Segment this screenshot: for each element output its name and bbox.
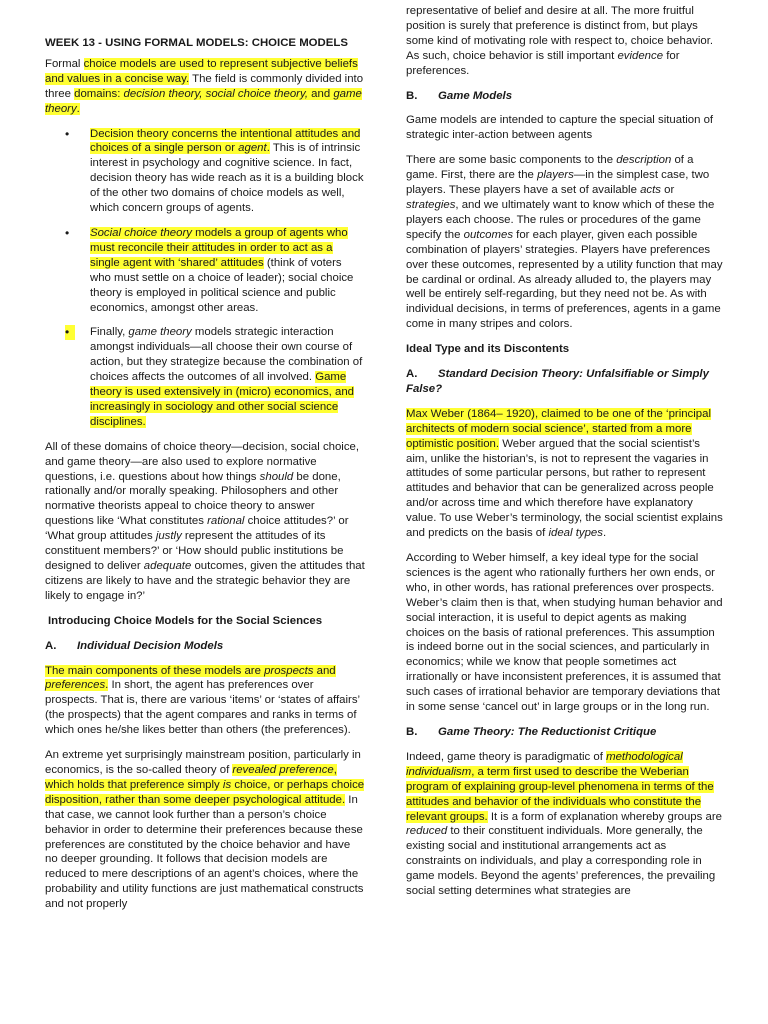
text: There are some basic components to the [406, 154, 617, 167]
subsection-label: A. [45, 639, 57, 652]
domain-list [45, 127, 365, 430]
text: , which holds that preference simply [45, 763, 337, 791]
em: rational [207, 515, 245, 528]
text: The main components of these models are [45, 664, 265, 677]
list-item-text: concerns the intentional attitudes and choices of a single person or [90, 127, 361, 155]
intro-highlight: . [76, 102, 80, 115]
list-item [45, 127, 365, 216]
intro-em: decision theory, social choice theory, [123, 87, 308, 100]
text: , and we ultimately want to know which of these the players each choose. The rules or procedures of the game specify the [406, 198, 715, 241]
list-item-text: This is of intrinsic interest in psychology and cognitive science. In fact, decision theory has wide reach as it is a building block of the other two domains of choice models as well, which concern groups of agents. [90, 142, 364, 215]
em: methodological individualism [406, 750, 683, 778]
list-item-text: models a group of agents who must reconcile their attitudes in order to act as a single agent with ‘shared’ attitudes [90, 226, 348, 269]
em: revealed preference [232, 763, 334, 776]
subsection-heading [406, 89, 724, 104]
list-item-text: models strategic interaction amongst individuals—all choose their own course of action, but they strategize because the combination of choices affects the outcomes of all involved. [90, 326, 363, 384]
subsection-heading [406, 367, 724, 397]
subsection-title: Game Models [438, 89, 513, 102]
em: description [616, 154, 672, 167]
subsection-heading [45, 639, 365, 654]
subsection-title: Standard Decision Theory: Unfalsifiable or Simply False? [406, 368, 709, 395]
subsection-title: Game Theory: The Reductionist Critique [438, 725, 657, 738]
intro-highlight: choice models are used to represent subjective beliefs and values in a concise way. [45, 57, 358, 85]
text: In that case, we cannot look further than a person’s choice behavior in order to determine their preferences because these preferences are constituted by the choice behavior and have no deeper grounding. It follows that decision models are reduced to mere descriptions of an agent’s choices, where the probability and utility functions are just mathematical constructs and not properly [45, 793, 364, 911]
em: justly [155, 530, 182, 543]
list-item-text: . [266, 142, 270, 155]
text: It is a form of explanation whereby groups are [487, 810, 722, 823]
em: acts [640, 184, 661, 197]
revealed-preference-paragraph [45, 748, 365, 912]
individualism-paragraph [406, 750, 724, 899]
text: for each player, given each possible combination of players’ strategies. Players have preferences over these outcomes, represented by a utility function that may be cardinal or ordinal. As already alluded to, the players may well be entirely self-regarding, but they need not be. As with individual decisions, in terms of preferences, agents in a game come in many stripes and colors. [406, 228, 723, 331]
game-components-paragraph [406, 153, 724, 332]
list-item-text: Finally, [90, 326, 129, 339]
em: preferences [45, 679, 106, 692]
subsection-heading [406, 725, 724, 740]
text: for preferences. [406, 49, 680, 77]
text: . [105, 679, 109, 692]
highlight: Max Weber (1864– 1920), claimed to be one of the ‘principal architects of modern social science’, started from a more optimistic position. [406, 407, 711, 450]
text: outcomes, given the attitudes that citizens are likely to have and the strategic behavior they are likely to engage in?’ [45, 560, 365, 602]
em: outcomes [463, 228, 514, 241]
list-item-label: Decision theory [90, 127, 169, 140]
left-column [45, 36, 365, 922]
text: In short, the agent has preferences over prospects. That is, there are various ‘items’ or ‘states of affairs’ (the prospects) that the agent compares and ranks in terms of which ones he/she likes better than others (the preferences). [45, 679, 360, 737]
text: All of these domains of choice theory—decision, social choice, and game theory—are also used to explore normative questions, i.e. questions about how things [45, 440, 360, 483]
text: choice attitudes?’ or ‘What group attitudes [45, 515, 349, 543]
em: evidence [617, 49, 664, 62]
text: . [602, 527, 607, 540]
text: of a game. First, there are the [406, 154, 694, 182]
weber-paragraph [406, 407, 724, 541]
intro-em: game theory [45, 87, 362, 115]
text: be done, rationally and/or morally speaking. Philosophers and other normative theorists appeal to choice theory to answer questions like ‘What constitutes [45, 470, 341, 528]
text: Weber argued that the social scientist’s aim, unlike the historian’s, is not to represent the vagaries in attitudes of some particular persons, but rather to represent attitudes and behavior that can be generalized across people and/or across time and which therefore have explanatory value. To use Weber’s terminology, the social scientist explains and predicts on the basis of [406, 437, 723, 540]
text: , a term first used to describe the Weberian program of explaining group-level phenomena in terms of the attitudes and behavior of the individuals who constitute the relevant groups. [406, 765, 714, 823]
list-item [45, 226, 365, 315]
intro-paragraph [45, 57, 365, 117]
em: should [259, 470, 294, 483]
em: reduced [406, 825, 448, 838]
em: players [537, 169, 574, 182]
list-item-em: agent [238, 142, 267, 155]
em: is [222, 778, 232, 791]
em: ideal types [548, 527, 603, 540]
list-item [45, 325, 365, 429]
subsection-label: B. [406, 725, 418, 738]
continuation-paragraph [406, 4, 724, 79]
highlight [45, 88, 362, 115]
em: prospects [264, 664, 314, 677]
intro-highlight: and [307, 87, 334, 100]
bullet-icon: • [65, 225, 70, 240]
page-title: WEEK 13 - USING FORMAL MODELS: CHOICE MODELS [45, 37, 348, 49]
list-item-em: game theory [128, 326, 192, 339]
em: strategies [406, 198, 456, 211]
section-heading: Ideal Type and its Discontents [406, 343, 570, 356]
em: adequate [143, 560, 192, 572]
text: and [313, 664, 336, 677]
text: represent the attitudes of its constituent members?’ or ‘How should public institutions be designed to deliver [45, 530, 344, 572]
intro-text: The field is commonly divided into three [45, 72, 364, 100]
bullet-icon: • [65, 325, 75, 340]
list-item-label: Social choice theory [90, 226, 192, 239]
bullet-icon: • [65, 126, 70, 141]
text: —in the simplest case, two players. These players have a set of available [406, 169, 710, 197]
text: to their constituent individuals. More generally, the existing social and institutional arrangements act as constraints on individuals, and play a corresponding role in game models. Beyond the agents’ preferences, the prevailing social setting determines what strategies are [406, 825, 716, 898]
text: or [660, 184, 675, 197]
section-heading: Introducing Choice Models for the Social Sciences [48, 614, 323, 627]
right-column [406, 5, 724, 909]
game-models-paragraph: Game models are intended to capture the special situation of strategic inter-action between agents [406, 114, 714, 142]
text: choice, or perhaps choice disposition, rather than some deeper psychological attitude. [45, 778, 365, 806]
list-item-text: (think of voters who must settle on a choice of leader); social choice theory is employed in political science and public economics, amongst other areas. [90, 256, 354, 314]
intro-text: Formal [45, 57, 84, 70]
text: An extreme yet surprisingly mainstream position, particularly in economics, is the so-called theory of [45, 749, 361, 776]
subsection-title: Individual Decision Models [77, 639, 224, 652]
intro-highlight: domains: [74, 87, 124, 100]
highlight: Game theory is used extensively in (micro) economics, and increasingly in sociology and other social science disciplines. [90, 371, 354, 428]
text: Indeed, game theory is paradigmatic of [406, 750, 607, 763]
text: representative of belief and desire at all. The more fruitful position is surely that preference is distinct from, but plays some kind of motivating role with respect to, choice behavior. As such, choice behavior is still important [406, 5, 714, 62]
ideal-type-paragraph: According to Weber himself, a key ideal type for the social sciences is the agent who rationally furthers her own ends, or who, in other words, has rational preferences over prospects. Weber’s claim then is that, when studying human behavior and social interaction, it is useful to depict agents as making choices on the basis of rational preferences. This assumption is indeed borne out in the social sciences, and particularly in economics; while we know that people sometimes act irrationally or have inconsistent preferences, it is assumed that such cases of irrational behavior are temporary deviations that in some sense ‘cancel out’ in large groups or in the long run. [406, 552, 723, 714]
components-paragraph [45, 664, 365, 739]
subsection-label: A. [406, 368, 418, 381]
subsection-label: B. [406, 89, 418, 102]
normative-paragraph [45, 440, 365, 604]
